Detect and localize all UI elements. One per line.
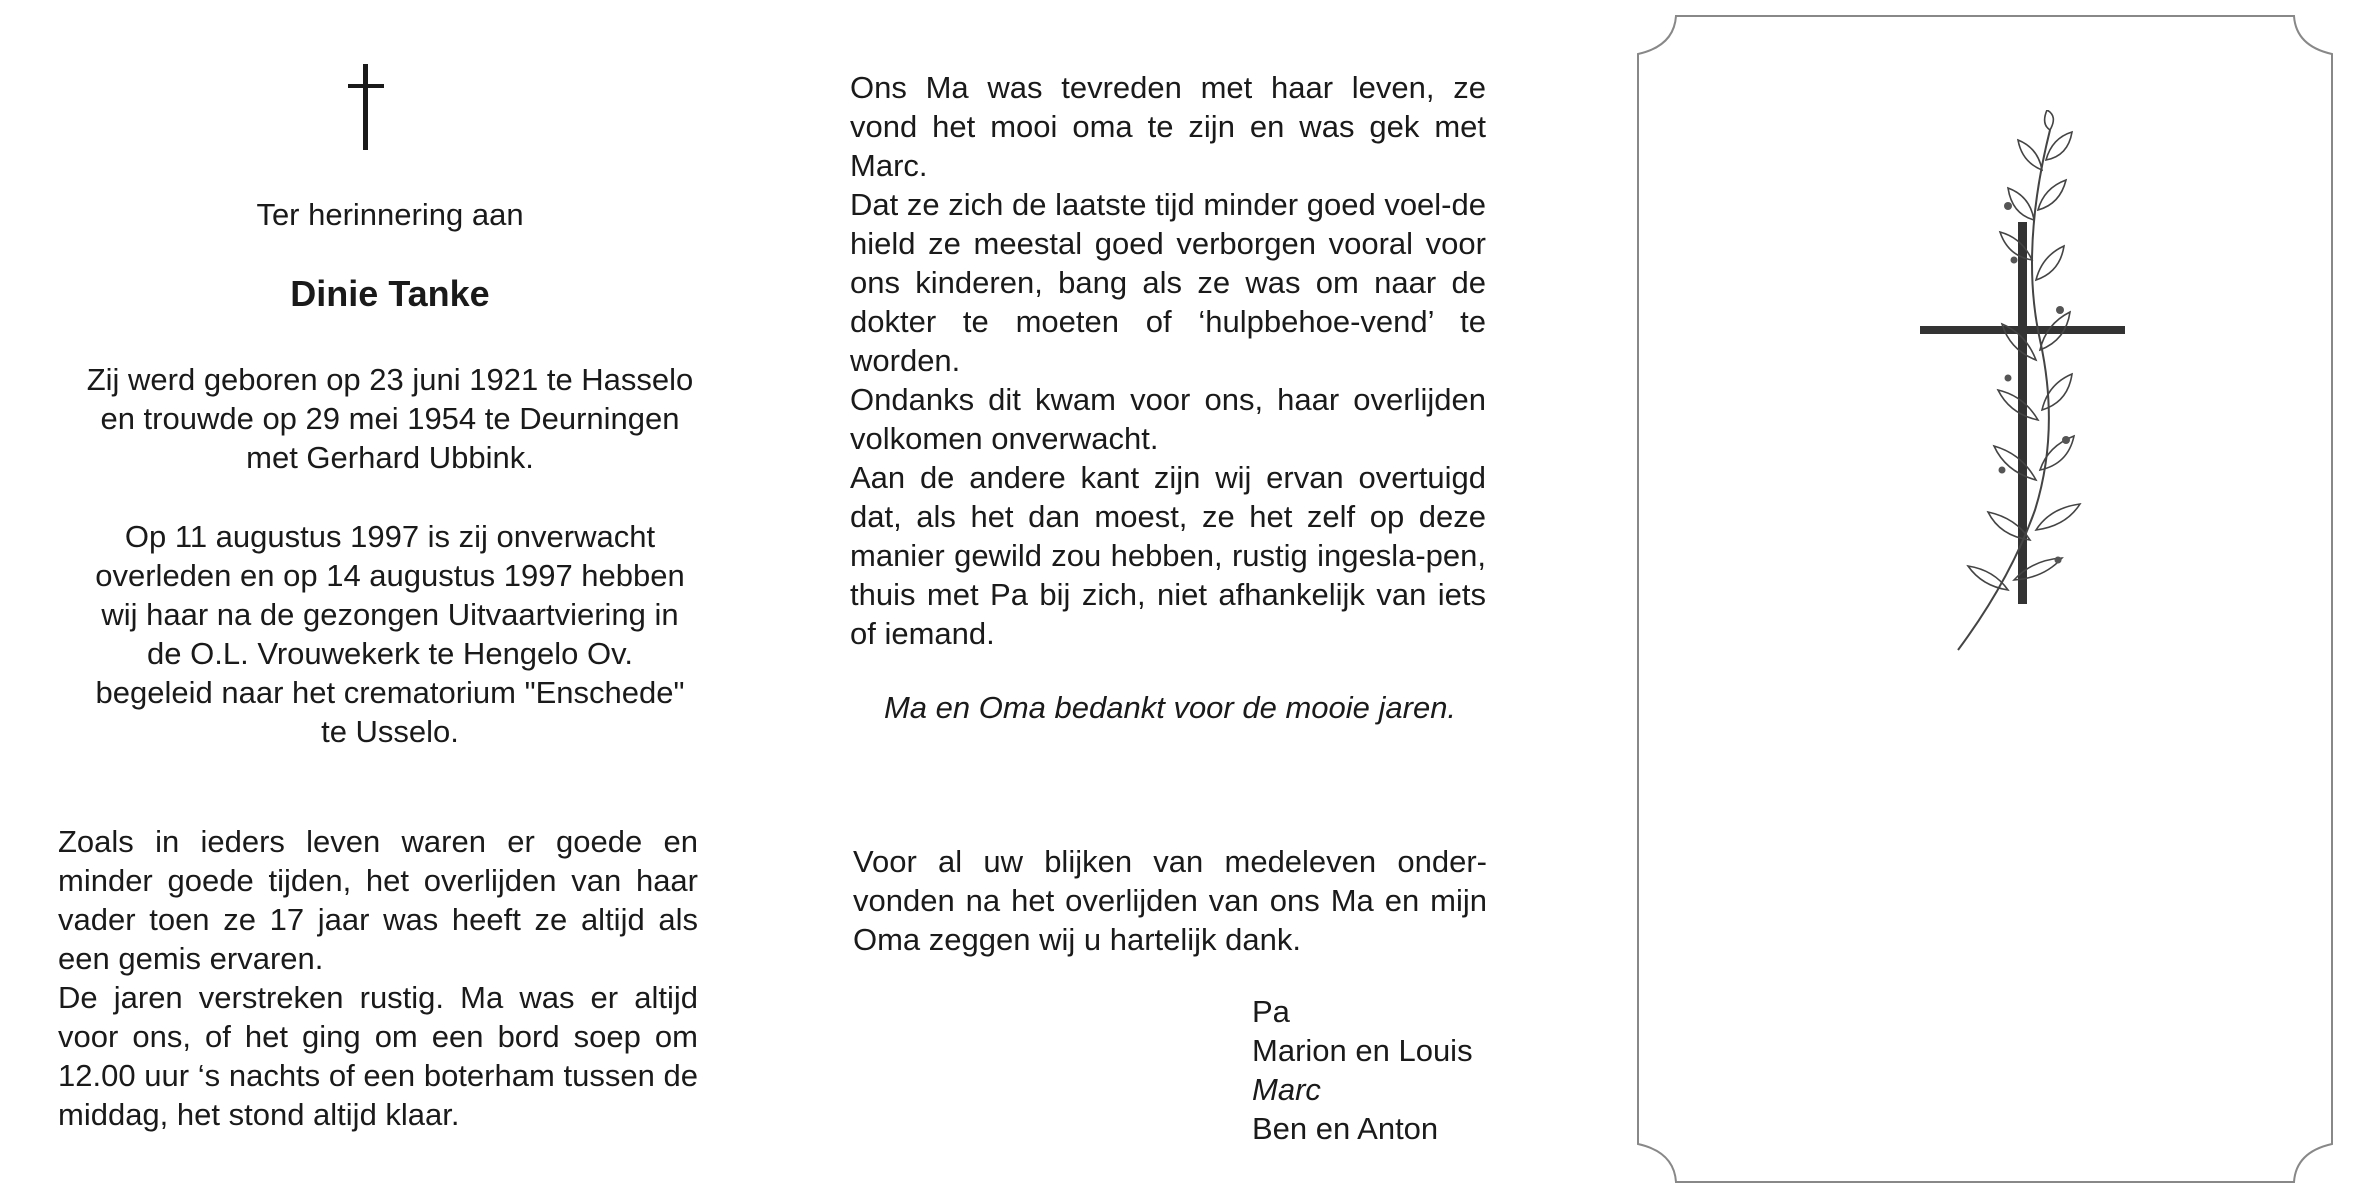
death-line: Op 11 augustus 1997 is zij onverwacht bbox=[124, 519, 656, 554]
signature: Marc bbox=[1252, 1072, 1321, 1107]
cross-icon bbox=[346, 64, 386, 150]
life-story-part-1 bbox=[58, 822, 698, 1134]
intro-text: Ter herinnering aan bbox=[256, 197, 524, 232]
left-panel bbox=[40, 0, 740, 1200]
story-paragraph: Zoals in ieders leven waren er goede en minder goede tijden, het overlijden van haar vader toen ze 17 jaar was heeft ze altijd als een gemis ervaren. bbox=[58, 824, 698, 976]
death-line: de O.L. Vrouwekerk te Hengelo Ov. bbox=[147, 636, 633, 671]
gratitude-text: Voor al uw blijken van medeleven onder-vonden na het overlijden van ons Ma en mijn Oma zeggen wij u hartelijk dank. bbox=[853, 844, 1487, 957]
cross-with-branch-icon bbox=[1890, 110, 2170, 670]
farewell-thanks: Ma en Oma bedankt voor de mooie jaren. bbox=[883, 690, 1457, 725]
story-paragraph: Ondanks dit kwam voor ons, haar overlijden volkomen onverwacht. bbox=[850, 382, 1486, 456]
signature: Ben en Anton bbox=[1252, 1111, 1439, 1146]
birth-marriage-block bbox=[40, 360, 740, 477]
story-paragraph: Aan de andere kant zijn wij ervan overtuigd dat, als het dan moest, ze het zelf op deze manier gewild zou hebben, rustig ingesla-pen, thuis met Pa bij zich, niet afhankelijk van iets of iemand. bbox=[850, 460, 1486, 651]
death-line: te Usselo. bbox=[321, 714, 459, 749]
birth-line: en trouwde op 29 mei 1954 te Deurningen bbox=[100, 401, 680, 436]
signatures-list bbox=[1252, 992, 1473, 1148]
death-line: wij haar na de gezongen Uitvaartviering in bbox=[101, 597, 679, 632]
story-paragraph: De jaren verstreken rustig. Ma was er altijd voor ons, of het ging om een bord soep om 12.00 uur ‘s nachts of een boterham tussen de middag, het stond altijd klaar. bbox=[58, 980, 698, 1132]
deceased-name: Dinie Tanke bbox=[290, 273, 490, 314]
death-line: overleden en op 14 augustus 1997 hebben bbox=[95, 558, 685, 593]
story-paragraph: Ons Ma was tevreden met haar leven, ze vond het mooi oma te zijn en was gek met Marc. bbox=[850, 70, 1486, 183]
birth-line: Zij werd geboren op 23 juni 1921 te Hasselo bbox=[86, 362, 694, 397]
story-paragraph: Dat ze zich de laatste tijd minder goed voel-de hield ze meestal goed verborgen vooral voor ons kinderen, bang als ze was om naar de dokter te moeten of ‘hulpbehoe-vend’ te worden. bbox=[850, 187, 1486, 378]
middle-panel bbox=[840, 0, 1500, 1200]
life-story-part-2 bbox=[850, 68, 1486, 653]
death-line: begeleid naar het crematorium "Enschede" bbox=[95, 675, 685, 710]
signature: Marion en Louis bbox=[1252, 1033, 1473, 1068]
death-funeral-block bbox=[40, 517, 740, 751]
right-panel bbox=[1560, 0, 2357, 1200]
birth-line: met Gerhard Ubbink. bbox=[246, 440, 534, 475]
signature: Pa bbox=[1252, 994, 1290, 1029]
